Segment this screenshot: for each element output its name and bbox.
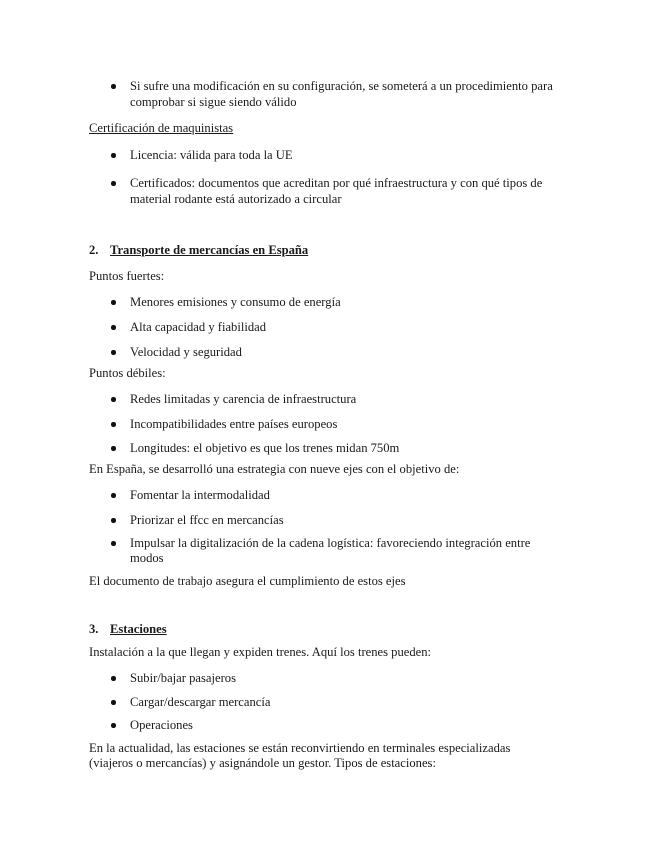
strategy-intro: En España, se desarrolló una estrategia con nueve ejes con el objetivo de: bbox=[89, 462, 460, 476]
bullet-dot bbox=[111, 676, 116, 681]
weaknesses-label: Puntos débiles: bbox=[89, 366, 166, 380]
section-3-title: Estaciones bbox=[110, 622, 167, 636]
bullet-dot bbox=[111, 84, 116, 89]
strategy-item-line-1: Impulsar la digitalización de la cadena logística: favoreciendo integración entre bbox=[130, 536, 531, 550]
strategy-item: Priorizar el ffcc en mercancías bbox=[130, 513, 284, 527]
section-3-intro: Instalación a la que llegan y expiden trenes. Aquí los trenes pueden: bbox=[89, 645, 432, 659]
strategy-item: Fomentar la intermodalidad bbox=[130, 488, 270, 502]
intro-bullet-line-2: comprobar si sigue siendo válido bbox=[130, 95, 297, 109]
bullet-dot bbox=[111, 700, 116, 705]
bullet-dot bbox=[111, 723, 116, 728]
bullet-dot bbox=[111, 397, 116, 402]
section-3-number: 3. bbox=[89, 622, 99, 636]
bullet-dot bbox=[111, 153, 116, 158]
intro-bullet-line-1: Si sufre una modificación en su configuración, se someterá a un procedimiento para bbox=[130, 79, 553, 93]
cert-bullet-certificates-line-1: Certificados: documentos que acreditan por qué infraestructura y con qué tipos de bbox=[130, 176, 543, 190]
weakness-item: Longitudes: el objetivo es que los trenes midan 750m bbox=[130, 441, 400, 455]
bullet-dot bbox=[111, 518, 116, 523]
cert-bullet-license: Licencia: válida para toda la UE bbox=[130, 148, 293, 162]
weakness-item: Incompatibilidades entre países europeos bbox=[130, 417, 338, 431]
bullet-dot bbox=[111, 300, 116, 305]
bullet-dot bbox=[111, 325, 116, 330]
weakness-item: Redes limitadas y carencia de infraestructura bbox=[130, 392, 357, 406]
strength-item: Menores emisiones y consumo de energía bbox=[130, 295, 341, 309]
station-item: Cargar/descargar mercancía bbox=[130, 695, 271, 709]
section-2-closing: El documento de trabajo asegura el cumplimiento de estos ejes bbox=[89, 574, 406, 588]
strategy-item-line-2: modos bbox=[130, 551, 164, 565]
strength-item: Alta capacidad y fiabilidad bbox=[130, 320, 267, 334]
bullet-dot bbox=[111, 541, 116, 546]
bullet-dot bbox=[111, 350, 116, 355]
bullet-dot bbox=[111, 181, 116, 186]
station-item: Subir/bajar pasajeros bbox=[130, 671, 236, 685]
strengths-label: Puntos fuertes: bbox=[89, 269, 165, 283]
bullet-dot bbox=[111, 493, 116, 498]
cert-heading: Certificación de maquinistas bbox=[89, 121, 234, 135]
bullet-dot bbox=[111, 422, 116, 427]
section-3-paragraph-line-2: (viajeros o mercancías) y asignándole un gestor. Tipos de estaciones: bbox=[89, 756, 436, 770]
station-item: Operaciones bbox=[130, 718, 193, 732]
bullet-dot bbox=[111, 446, 116, 451]
strength-item: Velocidad y seguridad bbox=[130, 345, 242, 359]
section-3-paragraph-line-1: En la actualidad, las estaciones se están reconvirtiendo en terminales especializadas bbox=[89, 741, 511, 755]
cert-bullet-certificates-line-2: material rodante está autorizado a circular bbox=[130, 192, 342, 206]
section-2-number: 2. bbox=[89, 243, 99, 257]
section-2-title: Transporte de mercancías en España bbox=[110, 243, 309, 257]
